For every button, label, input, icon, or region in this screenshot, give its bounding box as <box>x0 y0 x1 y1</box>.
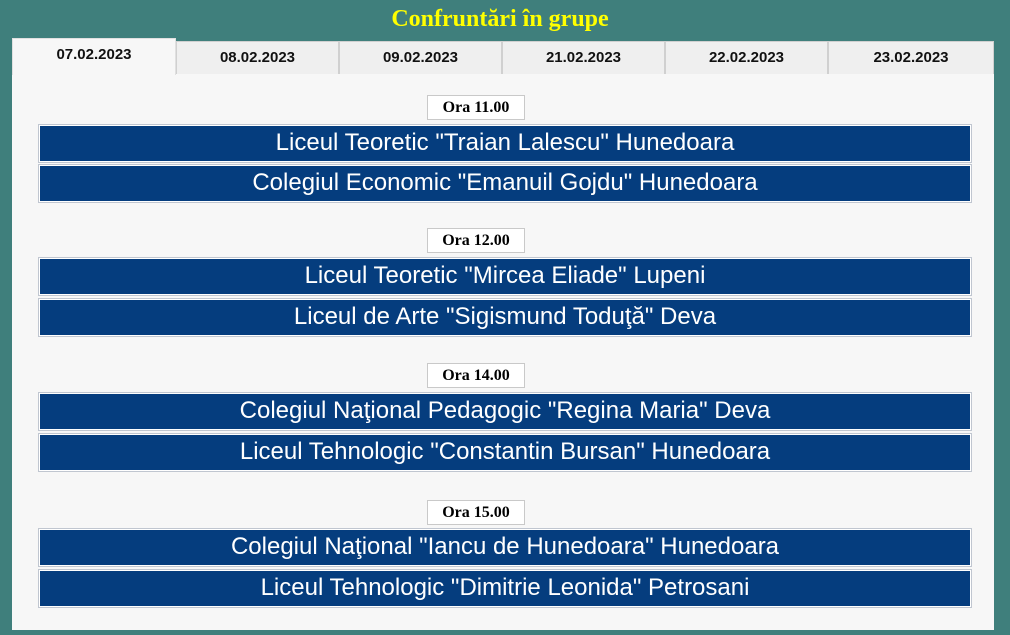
time-badge: Ora 15.00 <box>427 500 525 525</box>
tab-22-02-2023[interactable]: 22.02.2023 <box>665 41 828 74</box>
team-bar[interactable]: Liceul de Arte "Sigismund Toduţă" Deva <box>38 298 972 337</box>
schedule-panel <box>12 74 994 630</box>
tab-21-02-2023[interactable]: 21.02.2023 <box>502 41 665 74</box>
page-title: Confruntări în grupe <box>391 6 609 32</box>
team-bar[interactable]: Colegiul Economic "Emanuil Gojdu" Hunedoara <box>38 164 972 203</box>
tab-07-02-2023[interactable]: 07.02.2023 <box>12 38 176 75</box>
tab-23-02-2023[interactable]: 23.02.2023 <box>828 41 994 74</box>
time-badge: Ora 12.00 <box>427 228 525 253</box>
date-tabs <box>12 38 994 74</box>
team-bar[interactable]: Liceul Teoretic "Mircea Eliade" Lupeni <box>38 257 972 296</box>
team-bar[interactable]: Liceul Teoretic "Traian Lalescu" Hunedoara <box>38 124 972 163</box>
team-bar[interactable]: Liceul Tehnologic "Constantin Bursan" Hunedoara <box>38 433 972 472</box>
team-bar[interactable]: Colegiul Naţional Pedagogic "Regina Maria" Deva <box>38 392 972 431</box>
team-bar[interactable]: Colegiul Naţional "Iancu de Hunedoara" Hunedoara <box>38 528 972 567</box>
time-badge: Ora 14.00 <box>427 363 525 388</box>
tab-08-02-2023[interactable]: 08.02.2023 <box>176 41 339 74</box>
team-bar[interactable]: Liceul Tehnologic "Dimitrie Leonida" Petrosani <box>38 569 972 608</box>
time-badge: Ora 11.00 <box>427 95 525 120</box>
tab-09-02-2023[interactable]: 09.02.2023 <box>339 41 502 74</box>
